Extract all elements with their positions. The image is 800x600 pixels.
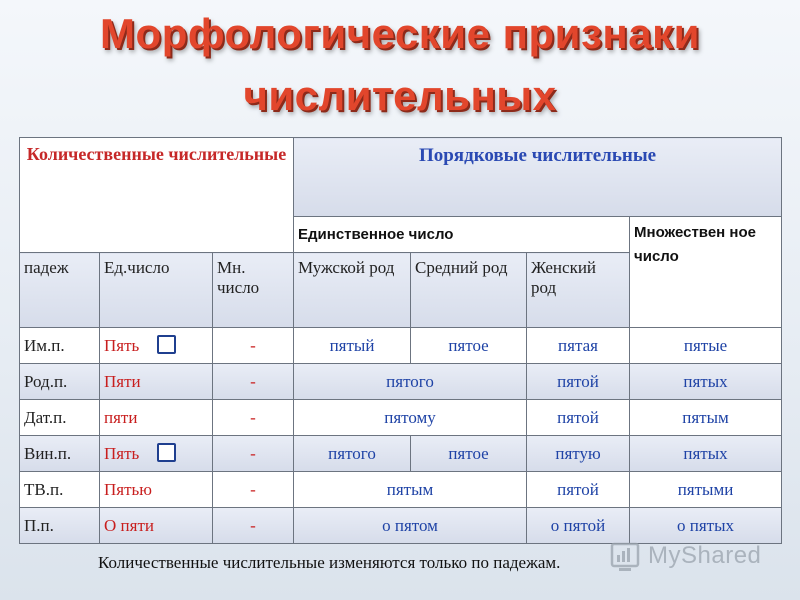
neuter-form-cell: пятое: [411, 328, 527, 364]
case-column-header: падеж: [20, 253, 100, 328]
neuter-column-header: Средний род: [411, 253, 527, 328]
masculine-neuter-form-cell: пятому: [294, 400, 527, 436]
slide-title-line2: числительных: [243, 72, 557, 119]
feminine-column-header: Женский род: [527, 253, 630, 328]
case-cell: Дат.п.: [20, 400, 100, 436]
plural-cardinal-cell: -: [213, 508, 294, 544]
feminine-form-cell: пятой: [527, 364, 630, 400]
checkbox-icon: [157, 335, 176, 354]
cardinal-form: Пять: [104, 336, 140, 355]
plural-cardinal-cell: -: [213, 328, 294, 364]
plural-ordinal-cell: пятым: [630, 400, 782, 436]
watermark-text: MyShared: [648, 542, 762, 569]
cardinal-form-cell: [100, 436, 213, 472]
footer-note: Количественные числительные изменяются только по падежам.: [98, 553, 561, 572]
neuter-form-cell: пятое: [411, 436, 527, 472]
table-row: [20, 436, 782, 472]
masculine-neuter-form-cell: о пятом: [294, 508, 527, 544]
plural-ordinal-cell: пятые: [630, 328, 782, 364]
numerals-morphology-table: [19, 137, 782, 544]
masculine-neuter-form-cell: пятого: [294, 364, 527, 400]
masculine-form-cell: пятого: [294, 436, 411, 472]
plural-ordinal-cell: пятых: [630, 436, 782, 472]
feminine-form-cell: пятой: [527, 400, 630, 436]
case-cell: Род.п.: [20, 364, 100, 400]
cardinal-numerals-header: Количественные числительные: [20, 138, 294, 253]
table-row: [20, 328, 782, 364]
table-row: [20, 400, 782, 436]
singular-header: Единственное число: [294, 217, 630, 253]
table-row: [20, 364, 782, 400]
plural-ordinal-cell: пятыми: [630, 472, 782, 508]
plural-cardinal-cell: -: [213, 364, 294, 400]
case-cell: Им.п.: [20, 328, 100, 364]
case-cell: ТВ.п.: [20, 472, 100, 508]
case-cell: Вин.п.: [20, 436, 100, 472]
plural-header: Множествен ное число: [630, 217, 782, 328]
feminine-form-cell: пятой: [527, 472, 630, 508]
cardinal-form-cell: [100, 328, 213, 364]
masculine-form-cell: пятый: [294, 328, 411, 364]
plural-column-header: Мн. число: [213, 253, 294, 328]
feminine-form-cell: о пятой: [527, 508, 630, 544]
masculine-neuter-form-cell: пятым: [294, 472, 527, 508]
cardinal-form-cell: Пятью: [100, 472, 213, 508]
plural-ordinal-cell: пятых: [630, 364, 782, 400]
plural-cardinal-cell: -: [213, 436, 294, 472]
cardinal-form-cell: Пяти: [100, 364, 213, 400]
singular-column-header: Ед.число: [100, 253, 213, 328]
watermark: [610, 538, 770, 578]
masculine-column-header: Мужской род: [294, 253, 411, 328]
feminine-form-cell: пятую: [527, 436, 630, 472]
ordinal-numerals-header: Порядковые числительные: [294, 138, 782, 217]
table-row: [20, 472, 782, 508]
plural-ordinal-cell: о пятых: [630, 508, 782, 544]
case-cell: П.п.: [20, 508, 100, 544]
cardinal-form-cell: пяти: [100, 400, 213, 436]
myshared-logo-icon: [610, 540, 642, 581]
slide-title-line1: Морфологические признаки: [100, 10, 700, 57]
cardinal-form: Пять: [104, 444, 140, 463]
plural-cardinal-cell: -: [213, 400, 294, 436]
checkbox-icon: [157, 443, 176, 462]
plural-cardinal-cell: -: [213, 472, 294, 508]
feminine-form-cell: пятая: [527, 328, 630, 364]
cardinal-form-cell: О пяти: [100, 508, 213, 544]
